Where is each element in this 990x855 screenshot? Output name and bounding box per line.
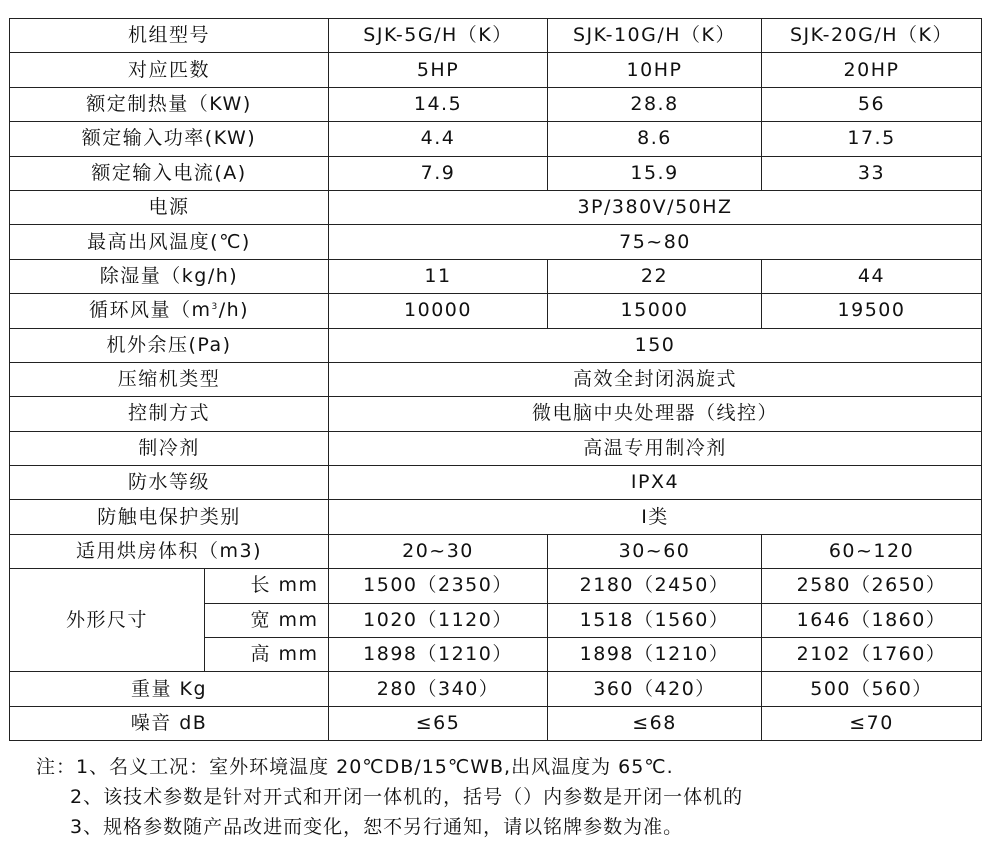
row-label: 压缩机类型 [10, 362, 329, 396]
table-row [10, 259, 982, 293]
table-cell: ≤68 [548, 706, 762, 740]
table-cell: 1898（1210） [329, 638, 548, 672]
table-cell: 33 [762, 156, 982, 190]
table-cell: 11 [329, 259, 548, 293]
table-row [10, 397, 982, 431]
note-line: 2、该技术参数是针对开式和开闭一体机的，括号（）内参数是开闭一体机的 [70, 786, 744, 808]
row-label: 最高出风温度(℃) [10, 225, 329, 259]
table-cell: 15000 [548, 294, 762, 328]
table-row [10, 225, 982, 259]
dimension-sublabel: 宽 mm [205, 603, 329, 637]
notes-section [36, 752, 743, 842]
row-label: 机外余压(Pa) [10, 328, 329, 362]
row-label: 防触电保护类别 [10, 500, 329, 534]
row-label: 额定输入功率(KW) [10, 122, 329, 156]
table-cell: 7.9 [329, 156, 548, 190]
table-row [10, 534, 982, 568]
table-cell: 44 [762, 259, 982, 293]
table-row [10, 431, 982, 465]
table-cell: 19500 [762, 294, 982, 328]
merged-cell: 150 [329, 328, 982, 362]
spec-table [9, 18, 982, 741]
table-row [10, 87, 982, 121]
table-row [10, 328, 982, 362]
superscript: 3 [211, 302, 219, 313]
table-row [10, 19, 982, 53]
merged-cell: 75~80 [329, 225, 982, 259]
row-label: 除湿量（kg/h) [10, 259, 329, 293]
row-label [10, 294, 329, 328]
table-cell: 8.6 [548, 122, 762, 156]
merged-cell: IPX4 [329, 466, 982, 500]
table-cell: 10000 [329, 294, 548, 328]
label-part: 循环风量（m [88, 299, 212, 322]
model-header: SJK-5G/H（K） [329, 19, 548, 53]
model-header: SJK-10G/H（K） [548, 19, 762, 53]
table-row [10, 156, 982, 190]
table-cell: 1500（2350） [329, 569, 548, 603]
table-cell: ≤70 [762, 706, 982, 740]
note-line: 注：1、名义工况：室外环境温度 20℃DB/15℃WB,出风温度为 65℃. [36, 756, 674, 778]
note-line: 3、规格参数随产品改进而变化，恕不另行通知，请以铭牌参数为准。 [70, 816, 684, 838]
dimension-sublabel: 长 mm [205, 569, 329, 603]
table-cell: 1020（1120） [329, 603, 548, 637]
table-cell: 15.9 [548, 156, 762, 190]
table-cell: 280（340） [329, 672, 548, 706]
merged-cell: 3P/380V/50HZ [329, 190, 982, 224]
row-label: 机组型号 [10, 19, 329, 53]
row-label: 防水等级 [10, 466, 329, 500]
table-cell: 360（420） [548, 672, 762, 706]
table-cell: 2102（1760） [762, 638, 982, 672]
merged-cell: 高效全封闭涡旋式 [329, 362, 982, 396]
table-cell: ≤65 [329, 706, 548, 740]
merged-cell: 微电脑中央处理器（线控） [329, 397, 982, 431]
table-cell: 28.8 [548, 87, 762, 121]
table-cell: 5HP [329, 53, 548, 87]
row-label: 重量 Kg [10, 672, 329, 706]
row-label: 噪音 dB [10, 706, 329, 740]
table-cell: 17.5 [762, 122, 982, 156]
table-cell: 4.4 [329, 122, 548, 156]
table-row [10, 672, 982, 706]
table-row [10, 190, 982, 224]
table-cell: 22 [548, 259, 762, 293]
row-label: 制冷剂 [10, 431, 329, 465]
dimension-sublabel: 高 mm [205, 638, 329, 672]
table-cell: 30~60 [548, 534, 762, 568]
table-cell: 20HP [762, 53, 982, 87]
table-row [10, 466, 982, 500]
table-row [10, 569, 982, 603]
row-label: 额定输入电流(A) [10, 156, 329, 190]
table-cell: 2580（2650） [762, 569, 982, 603]
table-cell: 56 [762, 87, 982, 121]
table-cell: 14.5 [329, 87, 548, 121]
table-row [10, 294, 982, 328]
row-label: 控制方式 [10, 397, 329, 431]
table-cell: 1646（1860） [762, 603, 982, 637]
table-cell: 60~120 [762, 534, 982, 568]
merged-cell: Ⅰ类 [329, 500, 982, 534]
label-part: /h) [218, 299, 250, 322]
row-label: 电源 [10, 190, 329, 224]
table-row [10, 706, 982, 740]
table-row [10, 500, 982, 534]
dimensions-label: 外形尺寸 [10, 569, 205, 672]
table-cell: 1518（1560） [548, 603, 762, 637]
table-row [10, 362, 982, 396]
table-cell: 500（560） [762, 672, 982, 706]
merged-cell: 高温专用制冷剂 [329, 431, 982, 465]
table-cell: 20~30 [329, 534, 548, 568]
model-header: SJK-20G/H（K） [762, 19, 982, 53]
table-row [10, 53, 982, 87]
row-label: 适用烘房体积（m3) [10, 534, 329, 568]
table-row [10, 122, 982, 156]
row-label: 对应匹数 [10, 53, 329, 87]
table-cell: 10HP [548, 53, 762, 87]
table-cell: 1898（1210） [548, 638, 762, 672]
row-label: 额定制热量（KW) [10, 87, 329, 121]
table-cell: 2180（2450） [548, 569, 762, 603]
